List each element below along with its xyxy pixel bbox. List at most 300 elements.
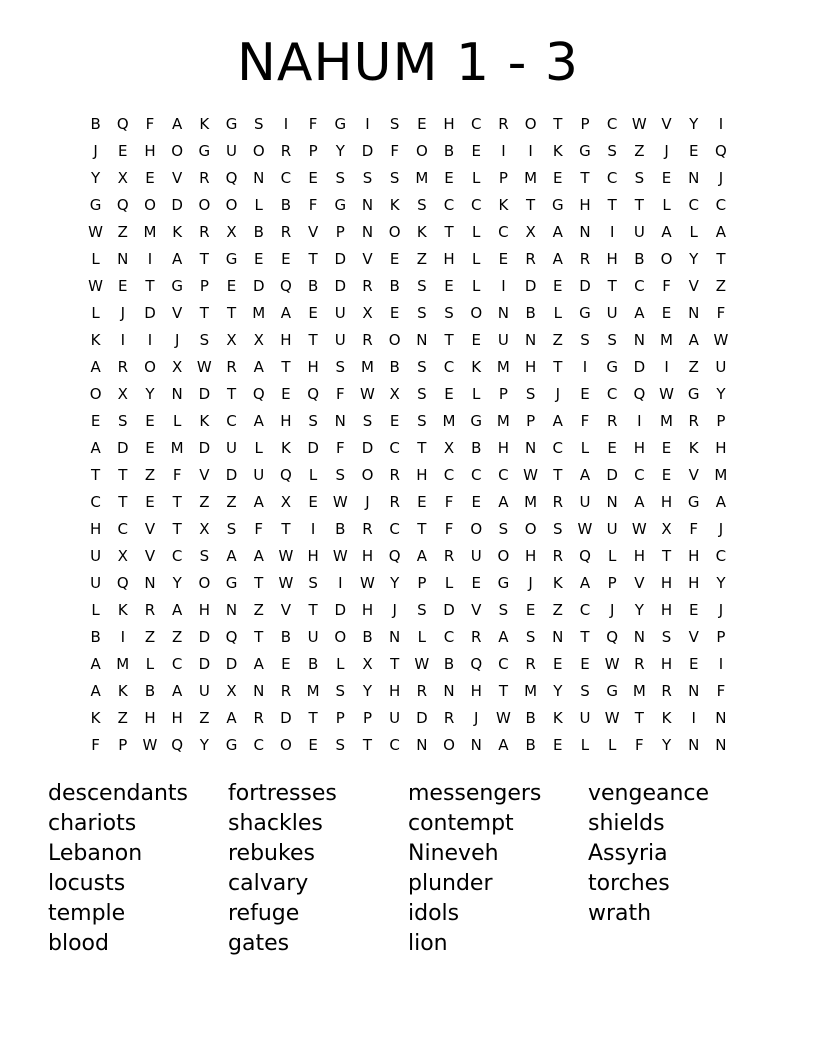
grid-letter: R	[552, 547, 563, 565]
grid-letter: Z	[144, 628, 156, 646]
grid-letter: U	[226, 439, 238, 457]
grid-letter: W	[88, 277, 104, 295]
grid-letter: U	[389, 709, 401, 727]
grid-letter: I	[637, 412, 642, 430]
grid-letter: V	[661, 115, 672, 133]
grid-letter: X	[253, 331, 264, 349]
grid-letter: C	[470, 196, 482, 214]
grid-letter: B	[90, 628, 101, 646]
grid-letter: E	[471, 493, 481, 511]
grid-letter: I	[691, 709, 696, 727]
grid-letter: S	[308, 574, 318, 592]
grid-letter: U	[198, 682, 210, 700]
grid-letter: L	[553, 304, 562, 322]
grid-letter: U	[90, 574, 102, 592]
grid-letter: E	[253, 250, 264, 268]
grid-letter: S	[335, 358, 346, 376]
search-word: Assyria	[588, 841, 668, 866]
grid-letter: C	[498, 466, 509, 484]
grid-letter: R	[471, 628, 482, 646]
grid-letter: R	[280, 682, 292, 700]
grid-letter: Y	[390, 574, 400, 592]
grid-letter: Y	[689, 250, 699, 268]
grid-letter: B	[335, 520, 346, 538]
grid-letter: J	[609, 601, 615, 619]
grid-letter: X	[280, 493, 292, 511]
grid-letter: S	[199, 547, 210, 565]
grid-letter: A	[498, 628, 509, 646]
grid-letter: T	[390, 655, 400, 673]
grid-letter: H	[307, 547, 319, 565]
grid-letter: H	[688, 574, 700, 592]
grid-letter: E	[688, 142, 699, 160]
grid-letter: W	[659, 385, 674, 403]
grid-letter: W	[278, 547, 294, 565]
grid-letter: E	[688, 601, 699, 619]
grid-letter: M	[306, 682, 320, 700]
grid-letter: D	[144, 304, 156, 322]
grid-letter: J	[174, 331, 180, 349]
grid-letter: T	[91, 466, 101, 484]
grid-letter: D	[633, 358, 646, 376]
grid-letter: A	[498, 493, 509, 511]
grid-letter: L	[308, 466, 318, 484]
grid-letter: B	[443, 142, 455, 160]
grid-letter: O	[660, 250, 673, 268]
grid-letter: D	[334, 250, 347, 268]
grid-letter: C	[443, 196, 455, 214]
grid-letter: K	[552, 142, 563, 160]
grid-letter: D	[171, 196, 183, 214]
grid-letter: I	[120, 628, 125, 646]
grid-letter: P	[118, 736, 128, 754]
grid-letter: K	[416, 223, 427, 241]
grid-letter: F	[444, 520, 454, 538]
grid-letter: W	[713, 331, 729, 349]
grid-letter: G	[334, 115, 347, 133]
search-word: gates	[228, 931, 290, 956]
grid-letter: D	[416, 709, 428, 727]
grid-letter: R	[362, 331, 373, 349]
grid-letter: L	[580, 736, 590, 754]
grid-letter: B	[634, 250, 645, 268]
grid-letter: Q	[171, 736, 184, 754]
grid-letter: S	[498, 520, 509, 538]
grid-letter: W	[631, 520, 647, 538]
grid-letter: D	[334, 277, 347, 295]
grid-letter: J	[718, 169, 724, 187]
grid-letter: F	[390, 142, 399, 160]
grid-letter: W	[88, 223, 104, 241]
grid-letter: W	[196, 358, 212, 376]
grid-letter: F	[662, 277, 671, 295]
grid-letter: A	[253, 547, 264, 565]
grid-letter: G	[579, 142, 591, 160]
grid-letter: U	[253, 466, 265, 484]
grid-letter: U	[715, 358, 727, 376]
grid-letter: W	[577, 520, 593, 538]
grid-letter: E	[308, 169, 318, 187]
grid-letter: T	[417, 520, 427, 538]
grid-letter: G	[225, 115, 238, 133]
grid-letter: N	[633, 628, 645, 646]
grid-letter: Q	[225, 628, 238, 646]
grid-letter: E	[417, 493, 427, 511]
grid-letter: K	[688, 439, 699, 457]
grid-letter: L	[472, 223, 481, 241]
grid-letter: A	[498, 736, 509, 754]
grid-letter: D	[606, 466, 618, 484]
grid-letter: A	[172, 601, 183, 619]
grid-letter: R	[525, 250, 536, 268]
grid-letter: T	[553, 358, 563, 376]
grid-letter: F	[335, 439, 345, 457]
grid-letter: T	[226, 304, 237, 322]
search-word: refuge	[228, 901, 300, 926]
grid-row	[82, 624, 736, 651]
grid-letter: C	[171, 655, 183, 673]
grid-letter: G	[606, 682, 618, 700]
search-word: lion	[408, 931, 448, 956]
grid-letter: S	[607, 331, 617, 349]
grid-letter: Q	[470, 655, 483, 673]
grid-letter: S	[253, 115, 264, 133]
grid-letter: P	[716, 412, 726, 430]
grid-letter: Y	[335, 142, 345, 160]
grid-letter: N	[552, 628, 564, 646]
grid-letter: X	[362, 655, 373, 673]
grid-letter: N	[334, 412, 346, 430]
grid-row	[82, 381, 736, 408]
word-column	[228, 779, 408, 959]
grid-letter: T	[553, 466, 563, 484]
grid-letter: P	[362, 709, 372, 727]
grid-letter: T	[498, 682, 508, 700]
grid-letter: E	[90, 412, 101, 430]
grid-letter: T	[281, 358, 291, 376]
grid-letter: I	[338, 574, 343, 592]
grid-letter: X	[226, 223, 237, 241]
grid-letter: T	[526, 196, 536, 214]
grid-letter: T	[308, 331, 318, 349]
grid-letter: N	[416, 736, 428, 754]
grid-letter: V	[144, 547, 156, 565]
grid-letter: T	[145, 277, 155, 295]
grid-letter: L	[607, 736, 617, 754]
grid-letter: R	[443, 709, 455, 727]
grid-letter: Z	[117, 709, 128, 727]
grid-letter: M	[442, 412, 456, 430]
grid-letter: K	[661, 709, 672, 727]
grid-letter: O	[388, 223, 401, 241]
grid-letter: O	[415, 142, 428, 160]
grid-letter: S	[335, 466, 346, 484]
grid-letter: E	[580, 655, 590, 673]
grid-letter: I	[528, 142, 533, 160]
search-word: chariots	[48, 811, 137, 836]
grid-letter: H	[606, 250, 618, 268]
grid-row	[82, 273, 736, 300]
grid-letter: N	[606, 493, 618, 511]
grid-letter: Z	[226, 493, 237, 511]
grid-letter: H	[660, 493, 673, 511]
grid-letter: C	[171, 547, 183, 565]
grid-letter: D	[198, 439, 211, 457]
grid-letter: I	[664, 358, 669, 376]
grid-letter: F	[91, 736, 100, 754]
grid-letter: T	[362, 736, 373, 754]
grid-letter: E	[525, 601, 536, 619]
grid-letter: U	[633, 223, 645, 241]
grid-letter: D	[443, 601, 455, 619]
grid-row	[82, 111, 736, 138]
grid-letter: L	[472, 385, 481, 403]
grid-row	[82, 570, 736, 597]
grid-letter: O	[470, 520, 483, 538]
grid-letter: Q	[252, 385, 265, 403]
grid-letter: H	[660, 655, 673, 673]
grid-letter: C	[443, 358, 455, 376]
grid-letter: E	[389, 412, 400, 430]
grid-letter: R	[144, 601, 156, 619]
grid-letter: P	[716, 628, 726, 646]
grid-letter: R	[389, 466, 400, 484]
page-title: NAHUM 1 - 3	[236, 33, 580, 93]
grid-letter: K	[389, 196, 400, 214]
grid-letter: N	[688, 682, 700, 700]
grid-letter: S	[553, 520, 563, 538]
grid-letter: A	[253, 493, 264, 511]
grid-letter: Z	[715, 277, 727, 295]
grid-letter: Z	[552, 331, 563, 349]
grid-letter: N	[416, 331, 428, 349]
grid-letter: E	[553, 655, 563, 673]
grid-letter: E	[607, 439, 617, 457]
grid-letter: T	[118, 466, 128, 484]
grid-letter: H	[361, 601, 374, 619]
grid-letter: Z	[144, 466, 156, 484]
grid-letter: L	[336, 655, 345, 673]
grid-letter: O	[334, 628, 347, 646]
grid-letter: C	[470, 115, 482, 133]
grid-letter: H	[89, 520, 102, 538]
grid-letter: H	[280, 412, 292, 430]
grid-letter: I	[120, 331, 125, 349]
grid-letter: V	[688, 628, 699, 646]
grid-letter: G	[687, 385, 700, 403]
grid-letter: Y	[634, 601, 644, 619]
grid-letter: U	[307, 628, 319, 646]
grid-letter: C	[117, 520, 129, 538]
grid-letter: M	[660, 331, 673, 349]
grid-letter: W	[332, 547, 348, 565]
grid-letter: Y	[145, 385, 155, 403]
grid-letter: N	[688, 304, 700, 322]
grid-letter: E	[471, 331, 481, 349]
grid-row	[82, 192, 736, 219]
grid-letter: N	[171, 385, 183, 403]
grid-letter: M	[524, 493, 538, 511]
grid-letter: R	[661, 682, 672, 700]
grid-letter: B	[362, 628, 373, 646]
grid-letter: A	[579, 574, 591, 592]
grid-letter: P	[417, 574, 427, 592]
grid-letter: S	[335, 169, 346, 187]
grid-letter: E	[661, 304, 672, 322]
grid-letter: D	[252, 277, 265, 295]
grid-letter: E	[688, 655, 699, 673]
grid-row	[82, 354, 736, 381]
grid-letter: Q	[715, 142, 727, 160]
grid-letter: W	[495, 709, 511, 727]
grid-row	[82, 516, 736, 543]
grid-letter: L	[662, 196, 671, 214]
grid-letter: N	[144, 574, 156, 592]
grid-letter: I	[718, 115, 724, 133]
grid-letter: O	[144, 358, 156, 376]
grid-letter: D	[361, 142, 374, 160]
grid-letter: I	[147, 250, 153, 268]
grid-letter: T	[634, 196, 644, 214]
grid-letter: X	[117, 547, 128, 565]
grid-letter: S	[580, 682, 590, 700]
grid-letter: Q	[280, 466, 292, 484]
grid-letter: R	[634, 655, 645, 673]
grid-row	[82, 732, 736, 759]
grid-letter: R	[280, 142, 292, 160]
grid-letter: T	[716, 250, 726, 268]
grid-letter: H	[198, 601, 210, 619]
grid-letter: E	[661, 466, 672, 484]
grid-letter: Y	[91, 169, 101, 187]
grid-letter: S	[607, 142, 617, 160]
grid-letter: Y	[661, 736, 672, 754]
grid-letter: T	[607, 196, 617, 214]
grid-letter: S	[362, 412, 373, 430]
grid-letter: V	[144, 520, 156, 538]
grid-letter: S	[417, 601, 427, 619]
grid-letter: O	[198, 574, 211, 592]
grid-letter: V	[307, 223, 319, 241]
grid-letter: M	[524, 682, 538, 700]
grid-letter: R	[525, 655, 536, 673]
grid-letter: B	[253, 223, 264, 241]
grid-letter: T	[199, 304, 209, 322]
grid-letter: G	[497, 574, 510, 592]
grid-letter: E	[471, 142, 481, 160]
grid-letter: E	[444, 385, 454, 403]
grid-letter: H	[688, 547, 700, 565]
grid-letter: A	[416, 547, 427, 565]
grid-letter: L	[417, 628, 427, 646]
grid-letter: V	[362, 250, 373, 268]
grid-letter: G	[225, 250, 238, 268]
grid-letter: Z	[172, 628, 183, 646]
grid-letter: L	[472, 250, 481, 268]
grid-letter: H	[470, 682, 482, 700]
grid-letter: C	[579, 601, 591, 619]
grid-letter: Z	[117, 223, 128, 241]
grid-letter: X	[226, 682, 237, 700]
grid-letter: E	[281, 385, 291, 403]
grid-letter: X	[199, 520, 210, 538]
search-word: calvary	[228, 871, 309, 896]
word-column	[48, 779, 228, 959]
grid-letter: U	[334, 331, 346, 349]
grid-letter: R	[280, 223, 292, 241]
grid-letter: N	[579, 223, 591, 241]
grid-letter: W	[332, 493, 348, 511]
grid-letter: B	[443, 655, 455, 673]
grid-letter: N	[715, 709, 727, 727]
grid-letter: N	[688, 736, 700, 754]
grid-letter: H	[660, 574, 673, 592]
grid-letter: K	[199, 412, 210, 430]
grid-letter: U	[497, 331, 509, 349]
grid-letter: O	[280, 736, 292, 754]
grid-letter: G	[687, 493, 700, 511]
grid-letter: S	[335, 736, 346, 754]
grid-letter: Q	[633, 385, 646, 403]
grid-letter: D	[334, 601, 347, 619]
grid-letter: P	[335, 709, 345, 727]
grid-letter: L	[145, 655, 155, 673]
grid-letter: S	[308, 412, 318, 430]
grid-letter: N	[524, 331, 537, 349]
grid-letter: S	[335, 682, 346, 700]
grid-letter: C	[498, 223, 509, 241]
grid-letter: B	[525, 736, 536, 754]
grid-letter: F	[635, 736, 644, 754]
grid-letter: H	[579, 196, 591, 214]
grid-letter: Q	[280, 277, 292, 295]
grid-letter: A	[552, 223, 563, 241]
grid-letter: E	[444, 169, 454, 187]
grid-letter: E	[145, 169, 155, 187]
grid-letter: I	[147, 331, 153, 349]
grid-letter: S	[498, 601, 509, 619]
grid-letter: Z	[253, 601, 264, 619]
grid-letter: E	[553, 736, 563, 754]
grid-letter: N	[688, 169, 700, 187]
grid-letter: T	[661, 547, 672, 565]
search-word: Lebanon	[48, 841, 143, 866]
grid-row	[82, 408, 736, 435]
grid-row	[82, 651, 736, 678]
grid-letter: A	[280, 304, 292, 322]
grid-letter: E	[389, 304, 400, 322]
word-column	[408, 779, 588, 959]
grid-letter: M	[524, 169, 538, 187]
grid-letter: H	[715, 439, 727, 457]
grid-letter: U	[579, 709, 591, 727]
grid-letter: T	[226, 385, 237, 403]
grid-letter: U	[90, 547, 102, 565]
grid-letter: R	[362, 277, 373, 295]
grid-letter: A	[634, 493, 645, 511]
grid-letter: P	[199, 277, 209, 295]
grid-letter: H	[633, 439, 645, 457]
grid-letter: C	[606, 169, 618, 187]
grid-letter: Q	[307, 385, 319, 403]
grid-letter: S	[417, 385, 427, 403]
grid-letter: R	[443, 547, 455, 565]
search-word: locusts	[48, 871, 126, 896]
grid-letter: O	[171, 142, 184, 160]
grid-letter: L	[91, 250, 100, 268]
grid-letter: B	[280, 628, 292, 646]
grid-letter: C	[634, 277, 645, 295]
